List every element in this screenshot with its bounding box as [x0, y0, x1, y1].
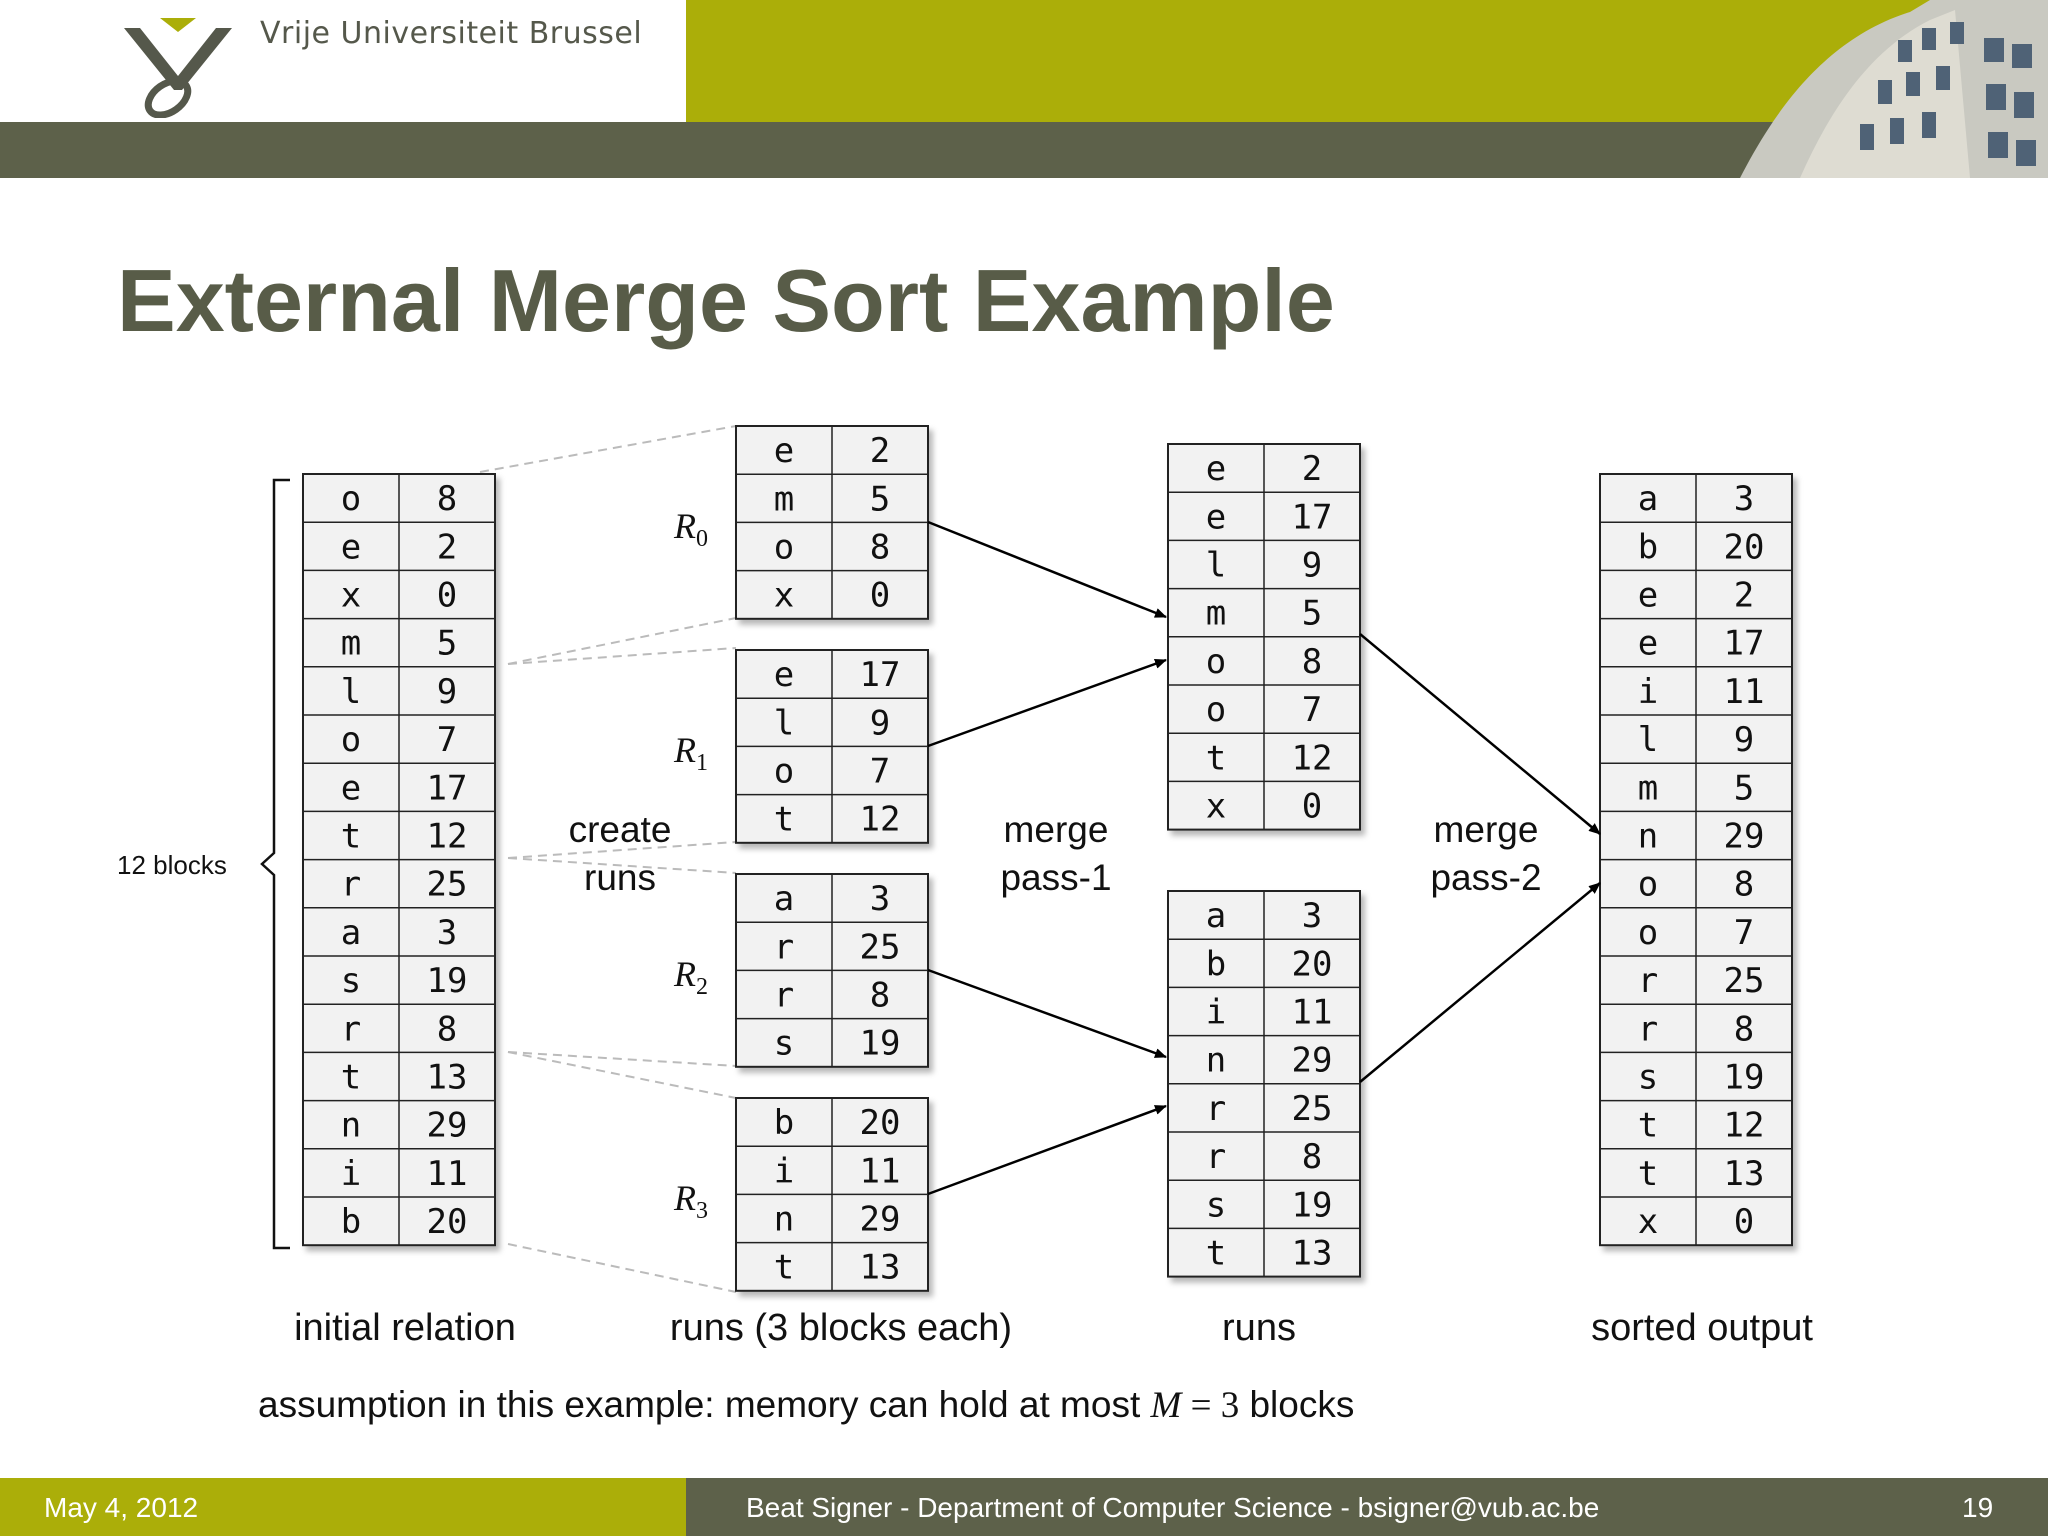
run-r3-table-value-cell: 11	[859, 1151, 901, 1192]
run-r3-table-key-cell: b	[773, 1103, 795, 1144]
initial-relation-table-value-cell: 2	[436, 527, 458, 568]
run-r1-table-value-cell: 12	[859, 799, 901, 840]
sorted-output-caption: sorted output	[1591, 1307, 1813, 1349]
merged-run-2-table-key-cell: t	[1205, 1233, 1227, 1274]
merged-runs-group	[1168, 444, 1360, 1277]
sorted-output-table-key-cell: a	[1637, 479, 1659, 520]
page-number: 19	[1962, 1492, 1994, 1523]
arrow-r3-to-merged-2	[928, 1106, 1166, 1194]
initial-relation-table-key-cell: r	[340, 864, 362, 905]
initial-relation-table-value-cell: 25	[426, 864, 468, 905]
sorted-output-table-value-cell: 19	[1723, 1057, 1765, 1098]
twelve-blocks-brace	[262, 480, 290, 1248]
run-r2-label: $R_2$	[674, 954, 708, 1000]
initial-relation-table-key-cell: l	[340, 671, 362, 712]
merged-run-2-table-key-cell: s	[1205, 1185, 1227, 1226]
arrow-merged-1-to-output	[1360, 634, 1600, 834]
run-r1-table-key-cell: o	[773, 751, 795, 792]
run-r3-table-key-cell: t	[773, 1247, 795, 1288]
merge-pass-2-label-line1: merge	[1433, 809, 1539, 850]
initial-relation-table-value-cell: 11	[426, 1153, 468, 1194]
initial-relation-table-value-cell: 20	[426, 1202, 468, 1243]
merged-run-1-table-key-cell: t	[1205, 738, 1227, 779]
assumption-note	[258, 1384, 1354, 1427]
sorted-output-table-key-cell: o	[1637, 912, 1659, 953]
arrow-r2-to-merged-2	[928, 970, 1166, 1057]
initial-relation-table-value-cell: 3	[436, 912, 458, 953]
initial-relation-table-key-cell: o	[340, 479, 362, 520]
sorted-output-table-value-cell: 29	[1723, 816, 1765, 857]
merged-run-1-table-value-cell: 0	[1301, 786, 1323, 827]
run-r2-table-key-cell: a	[773, 879, 795, 920]
run-r3-table-value-cell: 29	[859, 1199, 901, 1240]
initial-relation-table-value-cell: 5	[436, 623, 458, 664]
equals-sign: =	[1181, 1385, 1221, 1426]
run-r2-table	[736, 874, 928, 1067]
sorted-output-table-value-cell: 9	[1733, 720, 1755, 761]
initial-relation-table-value-cell: 17	[426, 768, 468, 809]
initial-relation-table-key-cell: b	[340, 1202, 362, 1243]
run-r2-table-value-cell: 3	[869, 879, 891, 920]
merged-run-1-table-value-cell: 9	[1301, 545, 1323, 586]
initial-relation-table-key-cell: e	[340, 527, 362, 568]
run-r2-table-key-cell: r	[773, 927, 795, 968]
merged-run-2-table-key-cell: n	[1205, 1040, 1227, 1081]
merged-run-1-table-value-cell: 7	[1301, 690, 1323, 731]
merged-run-1-table-value-cell: 12	[1291, 738, 1333, 779]
sorted-output-table-key-cell: t	[1637, 1105, 1659, 1146]
initial-relation-table-key-cell: a	[340, 912, 362, 953]
merged-run-1-table-value-cell: 5	[1301, 593, 1323, 634]
initial-relation-table-key-cell: e	[340, 768, 362, 809]
initial-relation-table-key-cell: n	[340, 1105, 362, 1146]
sorted-output-table-value-cell: 25	[1723, 961, 1765, 1002]
merged-run-1-table	[1168, 444, 1360, 830]
sorted-output-table-value-cell: 12	[1723, 1105, 1765, 1146]
initial-relation-table-key-cell: r	[340, 1009, 362, 1050]
run-r0-table-key-cell: e	[773, 431, 795, 472]
initial-relation-table-value-cell: 9	[436, 671, 458, 712]
initial-relation-table-key-cell: s	[340, 961, 362, 1002]
run-r2-table-value-cell: 8	[869, 975, 891, 1016]
merged-run-1-table-key-cell: m	[1205, 593, 1227, 634]
sorted-output-table-key-cell: r	[1637, 1009, 1659, 1050]
initial-relation-table-key-cell: o	[340, 720, 362, 761]
merged-run-2-table-value-cell: 3	[1301, 896, 1323, 937]
merge-pass-2-label-line2: pass-2	[1430, 857, 1542, 898]
initial-relation-table-value-cell: 8	[436, 1009, 458, 1050]
merged-run-2-table-value-cell: 19	[1291, 1185, 1333, 1226]
run-r1-table-key-cell: l	[773, 703, 795, 744]
run-r0-table-value-cell: 5	[869, 479, 891, 520]
merged-runs-caption: runs	[1222, 1307, 1296, 1349]
merged-run-2-table-value-cell: 25	[1291, 1088, 1333, 1129]
run-r0-table-key-cell: m	[773, 479, 795, 520]
arrow-r1-to-merged-1	[928, 660, 1166, 746]
arrow-merged-2-to-output	[1360, 883, 1600, 1082]
initial-relation-table-value-cell: 29	[426, 1105, 468, 1146]
sorted-output-table-key-cell: s	[1637, 1057, 1659, 1098]
run-r2-table-key-cell: r	[773, 975, 795, 1016]
sorted-output-table-value-cell: 17	[1723, 623, 1765, 664]
memory-variable: M	[1150, 1385, 1182, 1426]
initial-relation-table-key-cell: t	[340, 816, 362, 857]
merged-run-1-table-value-cell: 17	[1291, 497, 1333, 538]
sorted-output-table-value-cell: 8	[1733, 1009, 1755, 1050]
run-r1-table-value-cell: 17	[859, 655, 901, 696]
sorted-output-table-value-cell: 0	[1733, 1202, 1755, 1243]
merged-run-2-table-key-cell: r	[1205, 1137, 1227, 1178]
merged-run-2-table-value-cell: 11	[1291, 992, 1333, 1033]
sorted-output-table	[1600, 474, 1792, 1245]
sorted-output-table	[1600, 474, 1792, 1245]
run-r3-table-value-cell: 20	[859, 1103, 901, 1144]
sorted-output-table-key-cell: e	[1637, 575, 1659, 616]
run-r2-table-key-cell: s	[773, 1023, 795, 1064]
initial-relation-table-key-cell: i	[340, 1153, 362, 1194]
run-r3-table-key-cell: n	[773, 1199, 795, 1240]
merged-run-2-table	[1168, 891, 1360, 1277]
merge-pass-1-label-line1: merge	[1003, 809, 1109, 850]
merged-run-2-table-key-cell: r	[1205, 1088, 1227, 1129]
create-runs-label-line2: runs	[584, 857, 656, 898]
merged-run-2-table-value-cell: 13	[1291, 1233, 1333, 1274]
sorted-output-table-value-cell: 3	[1733, 479, 1755, 520]
sorted-output-table-value-cell: 5	[1733, 768, 1755, 809]
run-r1-table-key-cell: e	[773, 655, 795, 696]
initial-relation-table	[303, 474, 495, 1245]
sorted-output-table-key-cell: m	[1637, 768, 1659, 809]
sorted-output-table-value-cell: 11	[1723, 671, 1765, 712]
run-r0-table-value-cell: 2	[869, 431, 891, 472]
brace-label: 12 blocks	[117, 850, 227, 880]
merged-run-1-table-value-cell: 2	[1301, 449, 1323, 490]
run-r0-table-value-cell: 8	[869, 527, 891, 568]
sorted-output-table-key-cell: b	[1637, 527, 1659, 568]
run-r2-table-value-cell: 19	[859, 1023, 901, 1064]
run-r1-table-key-cell: t	[773, 799, 795, 840]
initial-relation-table	[303, 474, 495, 1245]
initial-relation-table-key-cell: m	[340, 623, 362, 664]
run-r1-table-value-cell: 7	[869, 751, 891, 792]
initial-relation-table-key-cell: t	[340, 1057, 362, 1098]
merged-run-1-table-key-cell: e	[1205, 449, 1227, 490]
sorted-output-table-value-cell: 7	[1733, 912, 1755, 953]
merged-run-1-table-key-cell: x	[1205, 786, 1227, 827]
merged-run-2-table-key-cell: i	[1205, 992, 1227, 1033]
sorted-output-table-key-cell: e	[1637, 623, 1659, 664]
run-r3-table-key-cell: i	[773, 1151, 795, 1192]
run-r3-table	[736, 1098, 928, 1291]
merged-run-1-table-value-cell: 8	[1301, 641, 1323, 682]
merged-run-1-table-key-cell: o	[1205, 690, 1227, 731]
sorted-output-table-key-cell: x	[1637, 1202, 1659, 1243]
run-r0-table-value-cell: 0	[869, 575, 891, 616]
sorted-output-table-value-cell: 8	[1733, 864, 1755, 905]
runs-three-blocks-group	[673, 426, 928, 1291]
slide-title: External Merge Sort Example	[117, 251, 1335, 350]
initial-relation-table-value-cell: 19	[426, 961, 468, 1002]
run-r0-table-key-cell: x	[773, 575, 795, 616]
merged-run-1-table-key-cell: e	[1205, 497, 1227, 538]
merged-run-2-table-key-cell: b	[1205, 944, 1227, 985]
run-r3-label: $R_3$	[674, 1178, 708, 1224]
initial-relation-table-key-cell: x	[340, 575, 362, 616]
run-r1-label: $R_1$	[674, 730, 708, 776]
runs-3-blocks-caption: runs (3 blocks each)	[669, 1307, 1013, 1349]
sorted-output-table-value-cell: 13	[1723, 1153, 1765, 1194]
sorted-output-table-key-cell: i	[1637, 671, 1659, 712]
run-r0-table-key-cell: o	[773, 527, 795, 568]
run-r1-table	[736, 650, 928, 843]
sorted-output-table-key-cell: o	[1637, 864, 1659, 905]
footer-author-info: Beat Signer - Department of Computer Science - bsigner@vub.ac.be	[746, 1492, 1600, 1523]
run-r1-table-value-cell: 9	[869, 703, 891, 744]
assumption-suffix: blocks	[1239, 1384, 1355, 1425]
sorted-output-table-key-cell: l	[1637, 720, 1659, 761]
run-r0-label: $R_0$	[674, 506, 708, 552]
university-name: Vrije Universiteit Brussel	[260, 16, 643, 51]
sorted-output-table-key-cell: r	[1637, 961, 1659, 1002]
sorted-output-table-key-cell: n	[1637, 816, 1659, 857]
initial-relation-table-value-cell: 0	[436, 575, 458, 616]
initial-relation-table-value-cell: 13	[426, 1057, 468, 1098]
assumption-prefix: assumption in this example: memory can hold at most	[258, 1384, 1151, 1425]
sorted-output-table-value-cell: 20	[1723, 527, 1765, 568]
merged-run-1-table-key-cell: o	[1205, 641, 1227, 682]
memory-value: 3	[1220, 1385, 1240, 1426]
merged-run-2-table-value-cell: 29	[1291, 1040, 1333, 1081]
merge-pass-1-label-line2: pass-1	[1000, 857, 1112, 898]
initial-relation-caption: initial relation	[294, 1307, 516, 1349]
arrow-r0-to-merged-1	[928, 522, 1166, 617]
initial-relation-table-value-cell: 8	[436, 479, 458, 520]
create-runs-label-line1: create	[568, 809, 672, 850]
run-r3-table-value-cell: 13	[859, 1247, 901, 1288]
initial-relation-table-value-cell: 12	[426, 816, 468, 857]
merged-run-1-table-key-cell: l	[1205, 545, 1227, 586]
initial-relation-table-value-cell: 7	[436, 720, 458, 761]
sorted-output-table-value-cell: 2	[1733, 575, 1755, 616]
sorted-output-table-key-cell: t	[1637, 1153, 1659, 1194]
run-r2-table-value-cell: 25	[859, 927, 901, 968]
footer-date: May 4, 2012	[44, 1492, 199, 1523]
merged-run-2-table-value-cell: 20	[1291, 944, 1333, 985]
merged-run-2-table-key-cell: a	[1205, 896, 1227, 937]
merged-run-2-table-value-cell: 8	[1301, 1137, 1323, 1178]
run-r0-table	[736, 426, 928, 619]
